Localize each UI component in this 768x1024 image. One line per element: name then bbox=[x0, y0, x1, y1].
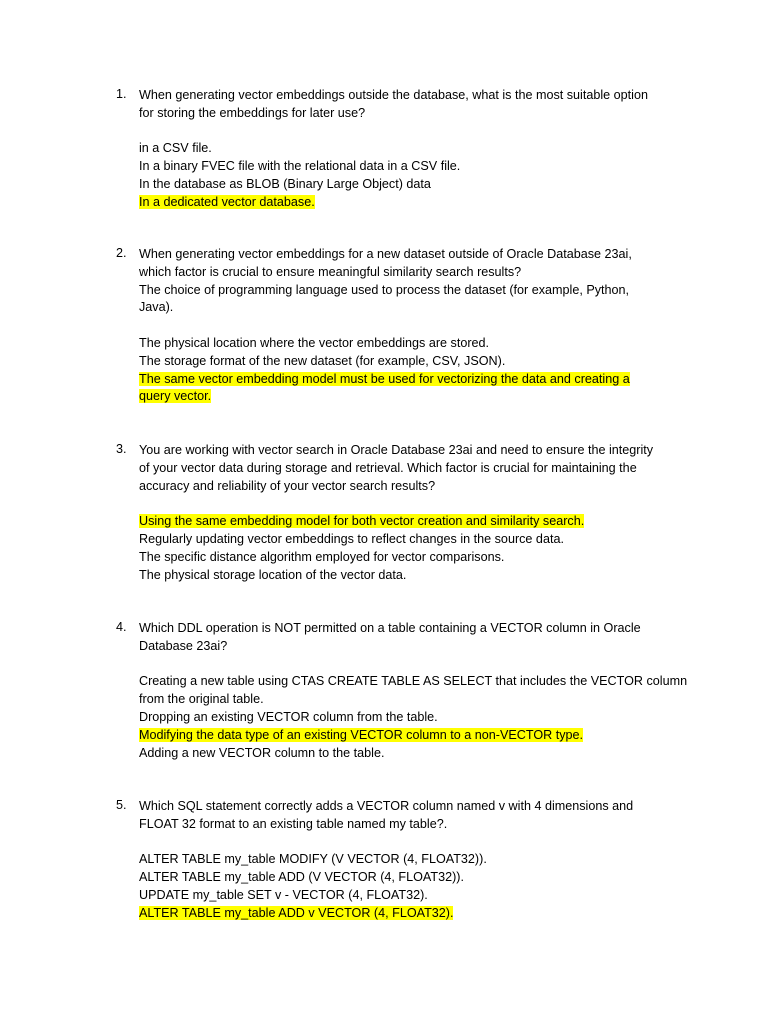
answer-option: ALTER TABLE my_table MODIFY (V VECTOR (4, FLOAT32)). bbox=[139, 852, 487, 867]
answer-option: Creating a new table using CTAS CREATE TABLE AS SELECT that includes the VECTOR column bbox=[139, 674, 688, 689]
question-stem-line: of your vector data during storage and retrieval. Which factor is crucial for maintaining the bbox=[139, 460, 637, 475]
question-stem-line: which factor is crucial to ensure meaningful similarity search results? bbox=[139, 264, 522, 279]
answer-option: Adding a new VECTOR column to the table. bbox=[139, 745, 385, 760]
question-2 bbox=[116, 246, 676, 406]
question-stem-line: When generating vector embeddings outside the database, what is the most suitable option bbox=[139, 88, 648, 102]
answer-option: Java). bbox=[139, 300, 174, 315]
question-number: 5. bbox=[116, 798, 127, 812]
question-stem-line: Which SQL statement correctly adds a VECTOR column named v with 4 dimensions and bbox=[139, 799, 634, 813]
correct-answer-highlight: ALTER TABLE my_table ADD v VECTOR (4, FLOAT32). bbox=[139, 905, 454, 920]
answer-option: The choice of programming language used to process the dataset (for example, Python, bbox=[139, 282, 630, 297]
question-number: 1. bbox=[116, 87, 127, 101]
question-stem-line: for storing the embeddings for later use? bbox=[139, 105, 366, 120]
answer-option: Dropping an existing VECTOR column from the table. bbox=[139, 709, 438, 724]
correct-answer-highlight: In a dedicated vector database. bbox=[139, 194, 315, 209]
answer-option: The physical storage location of the vector data. bbox=[139, 567, 407, 582]
answer-option: Regularly updating vector embeddings to reflect changes in the source data. bbox=[139, 531, 564, 546]
question-number: 2. bbox=[116, 246, 127, 260]
question-stem-line: Which DDL operation is NOT permitted on a table containing a VECTOR column in Oracle bbox=[139, 621, 641, 635]
question-stem-line: Database 23ai? bbox=[139, 638, 228, 653]
answer-option: The physical location where the vector embeddings are stored. bbox=[139, 335, 490, 350]
answer-option: in a CSV file. bbox=[139, 141, 212, 156]
answer-option: from the original table. bbox=[139, 692, 264, 707]
correct-answer-highlight: query vector. bbox=[139, 389, 212, 404]
question-number: 4. bbox=[116, 620, 127, 634]
question-stem-line: FLOAT 32 format to an existing table named my table?. bbox=[139, 816, 448, 831]
correct-answer-highlight: The same vector embedding model must be used for vectorizing the data and creating a bbox=[139, 371, 630, 386]
answer-option: ALTER TABLE my_table ADD (V VECTOR (4, FLOAT32)). bbox=[139, 870, 464, 885]
question-stem-line: You are working with vector search in Oracle Database 23ai and need to ensure the integrity bbox=[139, 443, 654, 457]
answer-option: The specific distance algorithm employed for vector comparisons. bbox=[139, 549, 505, 564]
answer-option: In the database as BLOB (Binary Large Object) data bbox=[139, 176, 431, 191]
answer-option: In a binary FVEC file with the relational data in a CSV file. bbox=[139, 159, 461, 174]
answer-option: UPDATE my_table SET v - VECTOR (4, FLOAT32). bbox=[139, 887, 428, 902]
question-4 bbox=[116, 620, 688, 762]
question-5 bbox=[116, 798, 676, 923]
question-number: 3. bbox=[116, 442, 127, 456]
question-1 bbox=[116, 87, 676, 212]
question-stem-line: When generating vector embeddings for a new dataset outside of Oracle Database 23ai, bbox=[139, 247, 632, 261]
question-3 bbox=[116, 442, 676, 584]
correct-answer-highlight: Modifying the data type of an existing VECTOR column to a non-VECTOR type. bbox=[139, 727, 584, 742]
question-stem-line: accuracy and reliability of your vector search results? bbox=[139, 478, 436, 493]
correct-answer-highlight: Using the same embedding model for both vector creation and similarity search. bbox=[139, 514, 585, 529]
answer-option: The storage format of the new dataset (for example, CSV, JSON). bbox=[139, 353, 506, 368]
